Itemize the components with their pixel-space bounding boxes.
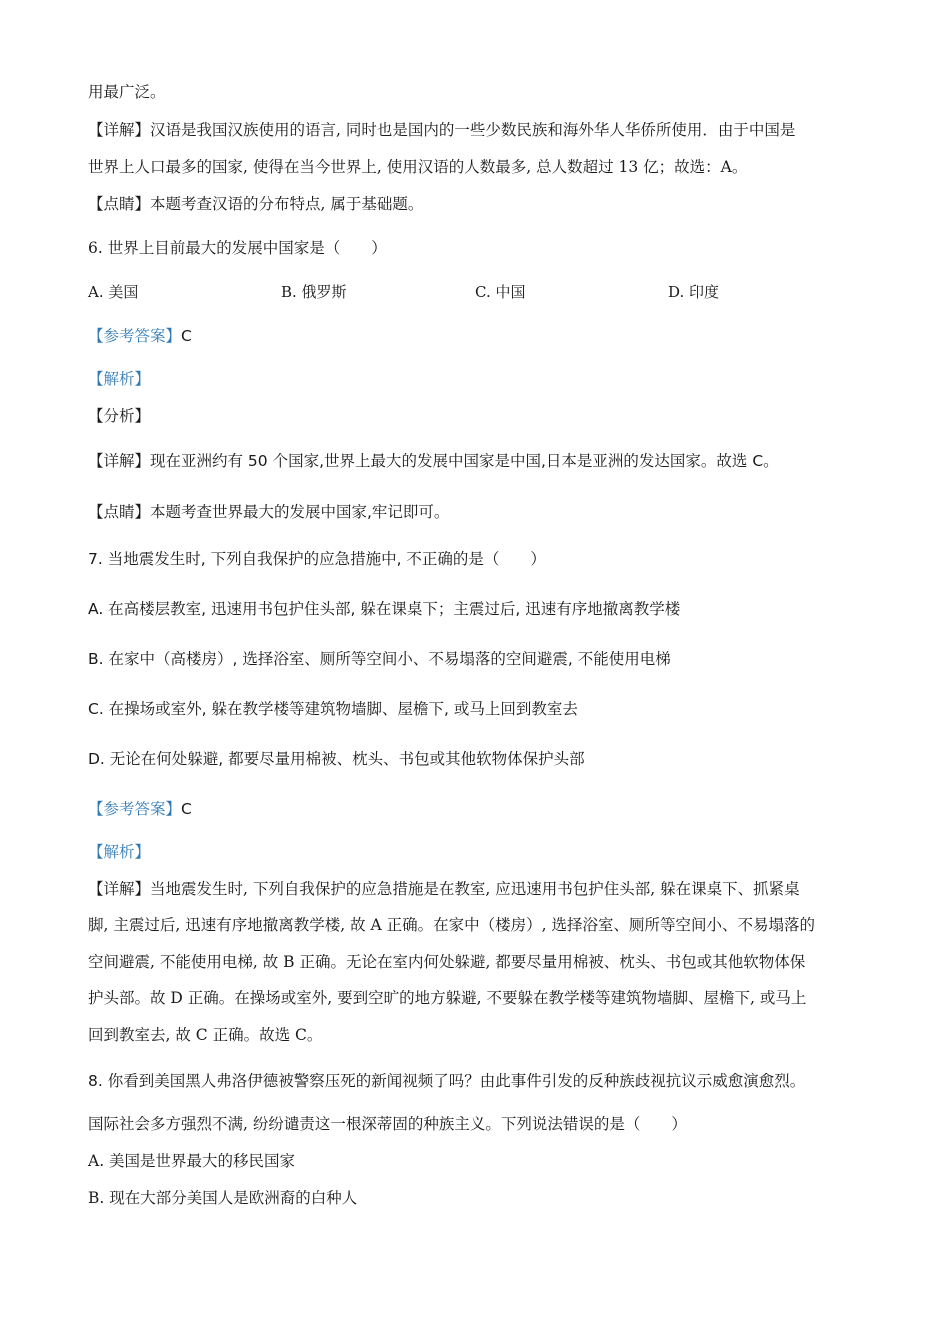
answer-value: C <box>181 800 192 818</box>
q6-note: 【点睛】本题考查世界最大的发展中国家,牢记即可。 <box>88 503 450 521</box>
answer-label: 【参考答案】 <box>88 327 182 345</box>
q6-option-c: C. 中国 <box>475 283 526 301</box>
q7-option-d: D. 无论在何处躲避, 都要尽量用棉被、枕头、书包或其他软物体保护头部 <box>88 750 585 768</box>
detail-line: 【详解】汉语是我国汉族使用的语言, 同时也是国内的一些少数民族和海外华人华侨所使用．由于中国是 <box>88 121 796 139</box>
fenxi-label: 【分析】 <box>88 407 151 425</box>
text-line: 用最广泛。 <box>88 83 166 101</box>
q7-answer-row <box>88 799 192 819</box>
question-7: 7. 当地震发生时, 下列自我保护的应急措施中, 不正确的是（ ） <box>88 550 546 568</box>
question-8: 8. 你看到美国黑人弗洛伊德被警察压死的新闻视频了吗？由此事件引发的反种族歧视抗议示威愈演愈烈。 <box>88 1072 806 1090</box>
question-6: 6. 世界上目前最大的发展中国家是（ ） <box>88 239 387 257</box>
q8-option-b: B. 现在大部分美国人是欧洲裔的白种人 <box>88 1189 358 1207</box>
q7-detail-line: 脚, 主震过后, 迅速有序地撤离教学楼, 故 A 正确。在家中（楼房）, 选择浴室、厕所等空间小、不易塌落的 <box>88 916 815 934</box>
q6-option-d: D. 印度 <box>668 283 720 301</box>
analysis-label: 【解析】 <box>88 843 151 861</box>
q7-option-c: C. 在操场或室外, 躲在教学楼等建筑物墙脚、屋檐下, 或马上回到教室去 <box>88 700 578 718</box>
q8-option-a: A. 美国是世界最大的移民国家 <box>88 1152 296 1170</box>
analysis-label: 【解析】 <box>88 370 151 388</box>
q6-option-a: A. 美国 <box>88 283 139 301</box>
note-line: 【点睛】本题考查汉语的分布特点, 属于基础题。 <box>88 195 424 213</box>
question-8-cont: 国际社会多方强烈不满, 纷纷谴责这一根深蒂固的种族主义。下列说法错误的是（ ） <box>88 1115 687 1133</box>
answer-value: C <box>181 327 192 345</box>
q6-answer-row <box>88 326 192 346</box>
answer-label: 【参考答案】 <box>88 800 182 818</box>
q7-option-a: A. 在高楼层教室, 迅速用书包护住头部, 躲在课桌下；主震过后, 迅速有序地撤离教学楼 <box>88 600 681 618</box>
q7-detail-line: 回到教室去, 故 C 正确。故选 C。 <box>88 1026 323 1044</box>
q6-option-b: B. 俄罗斯 <box>281 283 347 301</box>
q7-detail-line: 【详解】当地震发生时, 下列自我保护的应急措施是在教室, 应迅速用书包护住头部, 躲在课桌下、抓紧桌 <box>88 880 800 898</box>
q7-detail-line: 空间避震, 不能使用电梯, 故 B 正确。无论在室内何处躲避, 都要尽量用棉被、枕头、书包或其他软物体保 <box>88 953 806 971</box>
q7-detail-line: 护头部。故 D 正确。在操场或室外, 要到空旷的地方躲避, 不要躲在教学楼等建筑物墙脚、屋檐下, 或马上 <box>88 989 807 1007</box>
q6-detail: 【详解】现在亚洲约有 50 个国家,世界上最大的发展中国家是中国,日本是亚洲的发达国家。故选 C。 <box>88 452 779 470</box>
q7-option-b: B. 在家中（高楼房）, 选择浴室、厕所等空间小、不易塌落的空间避震, 不能使用电梯 <box>88 650 671 668</box>
detail-line: 世界上人口最多的国家, 使得在当今世界上, 使用汉语的人数最多, 总人数超过 13 亿；故选：A。 <box>88 158 748 176</box>
